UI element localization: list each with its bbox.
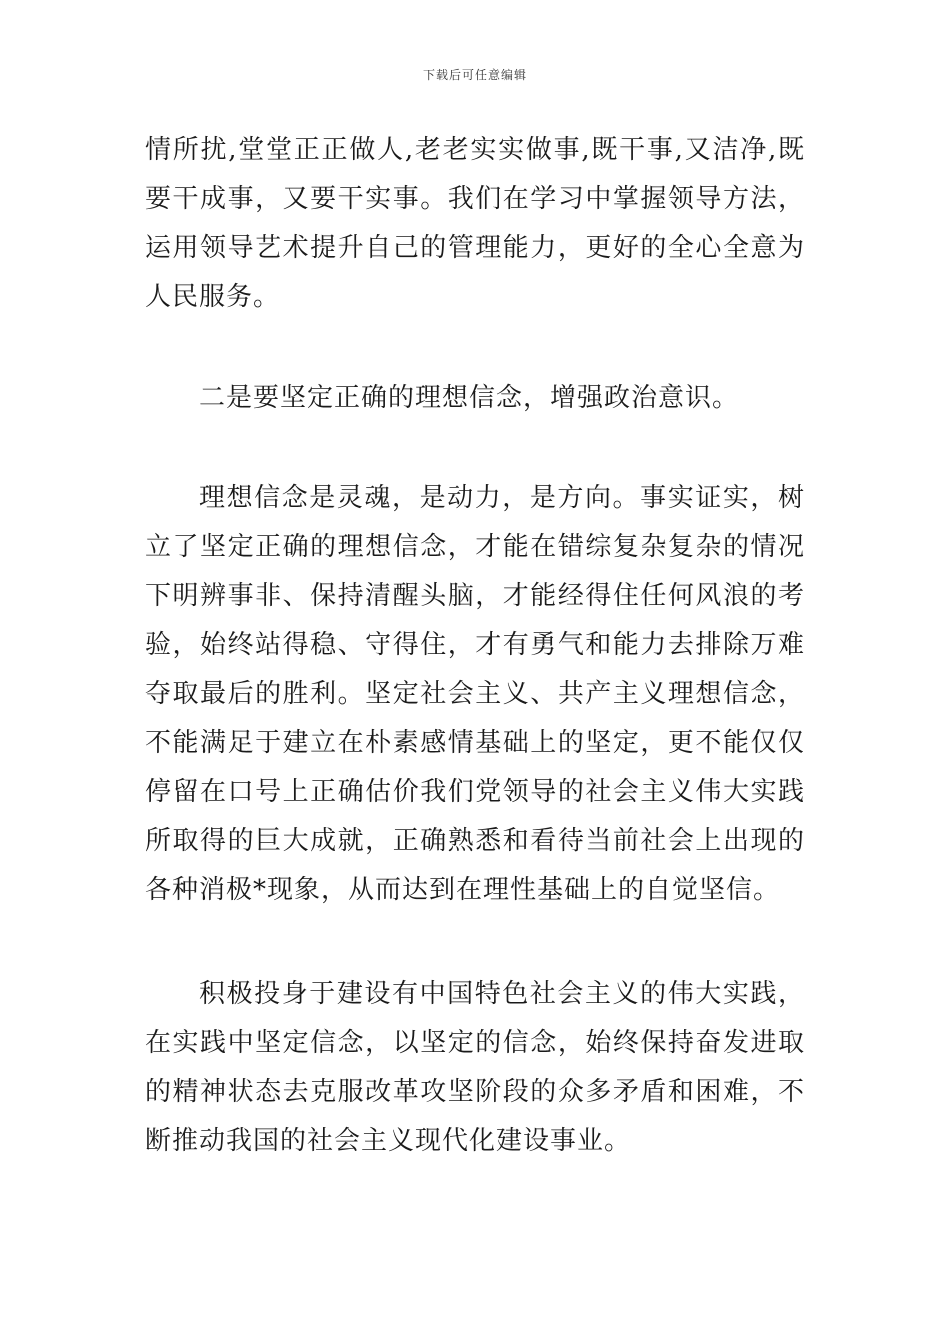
paragraph-ideals-belief: 理想信念是灵魂，是动力，是方向。事实证实，树立了坚定正确的理想信念，才能在错综复杂复杂的情况下明辨事非、保持清醒头脑，才能经得住任何风浪的考验，始终站得稳、守得住，才有勇气和能力去排除万难夺取最后的胜利。坚定社会主义、共产主义理想信念，不能满足于建立在朴素感情基础上的坚定，更不能仅仅停留在口号上正确估价我们党领导的社会主义伟大实践所取得的巨大成就，正确熟悉和看待当前社会上出现的各种消极*现象，从而达到在理性基础上的自觉坚信。 (145, 483, 805, 905)
paragraph-continuation: 情所扰,堂堂正正做人,老老实实做事,既干事,又洁净,既要干成事，又要干实事。我们在学习中掌握领导方法，运用领导艺术提升自己的管理能力，更好的全心全意为人民服务。 (145, 135, 805, 312)
paragraph-practice: 积极投身于建设有中国特色社会主义的伟大实践，在实践中坚定信念，以坚定的信念，始终保持奋发进取的精神状态去克服改革攻坚阶段的众多矛盾和困难，不断推动我国的社会主义现代化建设事业。 (145, 979, 805, 1156)
paragraph-heading-ideals: 二是要坚定正确的理想信念，增强政治意识。 (199, 383, 740, 413)
page-header-note: 下载后可任意编辑 (422, 68, 527, 82)
